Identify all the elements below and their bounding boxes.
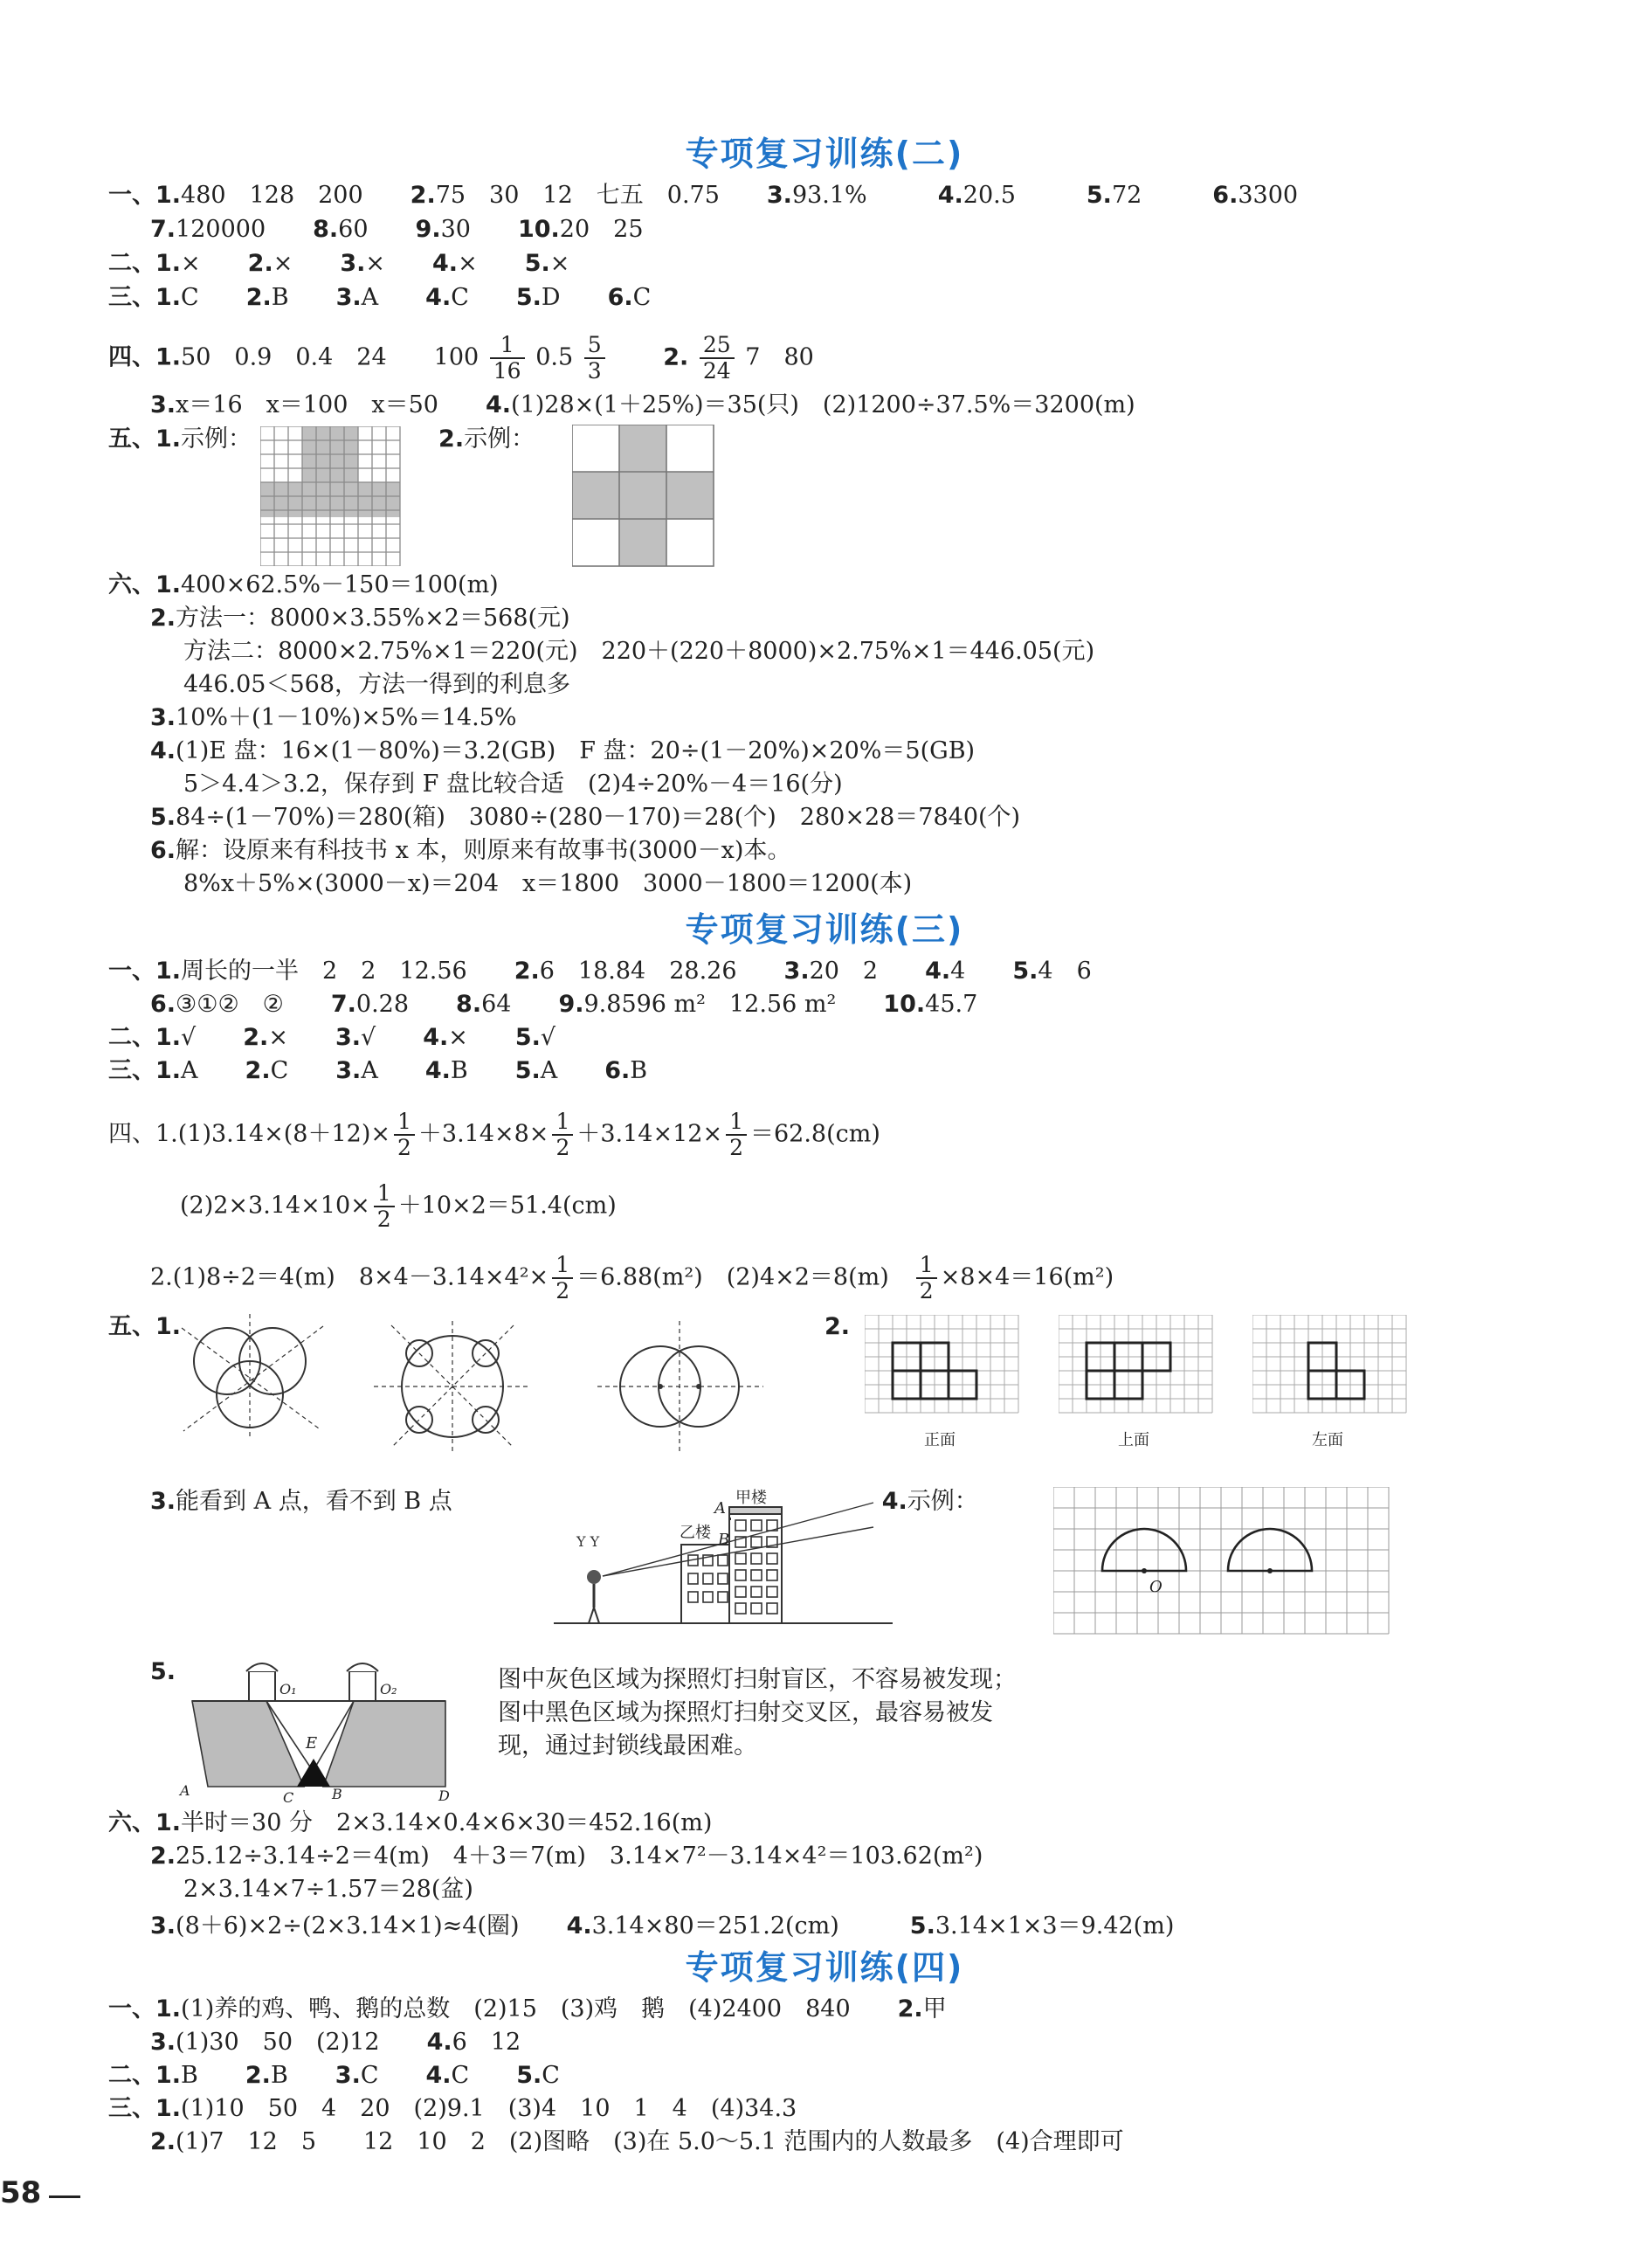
denominator: 2 <box>397 1135 411 1160</box>
question-number: 1. <box>155 1995 182 2023</box>
question-number: 1. <box>155 571 182 598</box>
answer-text: 30 <box>440 216 518 243</box>
answer-text: D <box>541 284 608 311</box>
question-number: 二、 <box>108 2062 155 2089</box>
question-number: 二、 <box>108 250 155 277</box>
answer-text: C <box>542 2062 560 2089</box>
answer-line <box>108 955 1092 988</box>
answer-text: B <box>270 2062 335 2089</box>
question-number: 3. <box>335 1057 362 1084</box>
denominator: 2 <box>555 1135 570 1160</box>
answer-text: A <box>361 1057 425 1084</box>
answer-text: 示例： <box>907 1488 978 1515</box>
answer-line <box>108 2059 560 2092</box>
question-number: 3. <box>150 1488 176 1515</box>
page-number: 58 <box>0 2175 42 2210</box>
qnum: 5. <box>150 1658 176 1685</box>
label-b: B <box>718 1531 730 1549</box>
answer-line <box>108 1807 712 1840</box>
caption-top: 上面 <box>1118 1431 1149 1449</box>
answer-text: 20.5 <box>962 182 1087 209</box>
answer-text: 甲 <box>922 1995 947 2023</box>
answer-text: 8%x＋5%×(3000－x)＝204 x＝1800 3000－1800＝1200(本) <box>183 870 913 897</box>
answer-text: 72 <box>1111 182 1213 209</box>
question-number: 5. <box>515 284 542 311</box>
question-number: 1. <box>155 1057 182 1084</box>
question-number: 2. <box>410 182 436 209</box>
fraction-half <box>552 1253 573 1303</box>
answer-text: 75 30 12 七五 0.75 <box>435 182 767 209</box>
answer-text: A <box>361 284 426 311</box>
answer-text: 2×3.14×7÷1.57＝28(盆) <box>183 1876 473 1903</box>
answer-text: B <box>450 1057 515 1084</box>
answer-text: C <box>451 2062 517 2089</box>
question-number: 4. <box>937 182 963 209</box>
question-number: 7. <box>150 216 176 243</box>
top-view-grid <box>1059 1315 1225 1420</box>
fraction <box>490 333 525 384</box>
semicircle-grid <box>1053 1487 1399 1653</box>
label-a2: A <box>180 1782 190 1799</box>
answer-text: 84÷(1－70%)＝280(箱) 3080÷(280－170)＝28(个) 280×28＝7840(个) <box>176 804 1021 831</box>
answer-line <box>108 179 1298 212</box>
label-b2: B <box>332 1786 342 1802</box>
answer-text: × <box>181 250 248 277</box>
question-number: 6. <box>607 284 633 311</box>
qnum: 2. <box>663 343 689 371</box>
label-d: D <box>438 1787 450 1804</box>
label-o: O <box>1149 1578 1163 1596</box>
answer-line <box>150 2126 1124 2159</box>
label-jia: 甲楼 <box>735 1489 767 1507</box>
answer-line <box>150 834 790 868</box>
question-number: 5. <box>1086 182 1112 209</box>
question-number: 10. <box>883 991 926 1018</box>
question-number: 3. <box>150 1912 176 1940</box>
expr: ＋10×2＝51.4(cm) <box>397 1192 617 1220</box>
label: 四、 <box>108 343 155 371</box>
answer-text: 120000 <box>176 216 314 243</box>
question-number: 三、 <box>108 1057 155 1084</box>
answer-text: 半时＝30 分 2×3.14×0.4×6×30＝452.16(m) <box>181 1809 713 1836</box>
numerator: 1 <box>490 333 525 359</box>
answer-text: 25.12÷3.14÷2＝4(m) 4＋3＝7(m) 3.14×7²－3.14×4²＝103.62(m²) <box>176 1843 983 1870</box>
answer-line <box>150 1840 983 1873</box>
answer-text: 示例： <box>464 425 535 453</box>
question-number: 2. <box>150 605 176 632</box>
question-number: 5. <box>909 1912 935 1940</box>
qnum: 1. <box>155 343 182 371</box>
answer-text: C <box>360 2062 426 2089</box>
question-number: 8. <box>313 216 339 243</box>
question-number: 六、 <box>108 1809 155 1836</box>
section-2-fraction-line <box>108 333 814 384</box>
answer-text: 93.1% <box>791 182 938 209</box>
answer-line <box>150 801 1020 834</box>
answer: 0.5 <box>535 343 574 371</box>
answer-line <box>108 247 569 280</box>
answer-line <box>150 702 517 735</box>
question-number: 4. <box>881 1488 907 1515</box>
label-yi: 乙楼 <box>680 1524 711 1542</box>
answer-line <box>108 2092 797 2126</box>
question-number: 一、 <box>108 1995 155 2023</box>
section-title-3: 专项复习训练(三) <box>685 910 964 949</box>
answer-line <box>183 868 912 901</box>
answer-text: 20 2 <box>809 958 926 985</box>
question-number: 2. <box>514 958 540 985</box>
svg-text:Y Y: Y Y <box>576 1533 600 1550</box>
buildings-sightline-figure <box>550 1485 900 1629</box>
fraction <box>700 333 735 384</box>
fraction-half <box>394 1110 415 1160</box>
section-title-4: 专项复习训练(四) <box>685 1948 964 1987</box>
answer-line <box>108 1054 647 1088</box>
question-number: 6. <box>604 1057 631 1084</box>
answer-text: (1)7 12 5 12 10 2 (2)图略 (3)在 5.0～5.1 范围内的人数最多 (4)合理即可 <box>176 2128 1124 2155</box>
front-view-grid <box>865 1315 1031 1420</box>
label-c: C <box>283 1789 294 1806</box>
question-number: 3. <box>340 250 366 277</box>
expr: ＋3.14×12× <box>576 1120 723 1148</box>
answer-text: 60 <box>338 216 416 243</box>
label: 五、1. <box>108 1313 182 1340</box>
answer-text: 3.14×80＝251.2(cm) <box>591 1912 910 1940</box>
answer: 7 80 <box>745 343 814 371</box>
answer-text: 9.8596 m² 12.56 m² <box>583 991 884 1018</box>
caption-left: 左面 <box>1312 1431 1343 1449</box>
caption-front: 正面 <box>924 1431 956 1449</box>
question-number: 4. <box>425 2062 452 2089</box>
answer-line <box>183 635 1094 668</box>
answer-text: B <box>181 2062 245 2089</box>
section-3-five-label <box>108 1310 181 1344</box>
q5-text-2: 图中黑色区域为探照灯扫射交叉区，最容易被发 <box>498 1699 993 1726</box>
question-number: 2. <box>243 1024 269 1051</box>
answer-text: 6 18.84 28.26 <box>539 958 784 985</box>
question-number: 5. <box>516 2062 542 2089</box>
four-circles-figure <box>374 1321 531 1452</box>
expr: ＝62.8(cm) <box>749 1120 880 1148</box>
question-number: 6. <box>1212 182 1238 209</box>
denominator: 2 <box>919 1278 934 1303</box>
answer-text: 480 128 200 <box>181 182 411 209</box>
numerator: 1 <box>552 1110 573 1136</box>
answer-text: 解：设原来有科技书 x 本，则原来有故事书(3000－x)本。 <box>176 837 791 864</box>
cross-shape-grid-1 <box>260 426 405 566</box>
answer-text: 5＞4.4＞3.2，保存到 F 盘比较合适 (2)4÷20%－4＝16(分) <box>183 771 843 798</box>
question-number: 4. <box>432 250 459 277</box>
question-number: 4. <box>150 737 176 764</box>
question-number: 三、 <box>108 284 155 311</box>
q5-text-3: 现，通过封锁线最困难。 <box>498 1732 757 1760</box>
question-number: 1. <box>155 250 182 277</box>
question-number: 4. <box>424 1057 451 1084</box>
page-number-rule <box>49 2195 80 2198</box>
question-number: 六、 <box>108 571 155 598</box>
question-number: 4. <box>423 1024 449 1051</box>
left-view-grid <box>1252 1315 1418 1420</box>
question-number: 5. <box>1012 958 1038 985</box>
numerator: 5 <box>584 333 605 359</box>
question-number: 1. <box>155 425 182 453</box>
answer-text: 10%＋(1－10%)×5%＝14.5% <box>176 704 517 731</box>
question-number: 10. <box>517 216 560 243</box>
answer-text: × <box>549 250 570 277</box>
question-number: 2. <box>897 1995 923 2023</box>
label-o1: O₁ <box>279 1681 297 1698</box>
expr: 2.(1)8÷2＝4(m) 8×4－3.14×4²× <box>150 1263 549 1291</box>
answer-line <box>150 2026 521 2059</box>
section-3-frac-line-2 <box>180 1181 617 1232</box>
question-number: 3. <box>150 391 176 418</box>
question-number: 4. <box>925 958 951 985</box>
numerator: 1 <box>916 1253 937 1279</box>
answer-text: x＝16 x＝100 x＝50 <box>176 391 486 418</box>
answer-text: √ <box>360 1024 424 1051</box>
answer-text: A <box>181 1057 245 1084</box>
answer-text: (8＋6)×2÷(2×3.14×1)≈4(圈) <box>176 1912 567 1940</box>
answer-line <box>150 602 570 635</box>
question-number: 2. <box>438 425 465 453</box>
answer-text: 6 12 <box>452 2029 521 2056</box>
question-number: 4. <box>566 1912 592 1940</box>
question-number: 2. <box>245 1057 271 1084</box>
question-number: 5. <box>150 804 176 831</box>
qnum: 2. <box>824 1313 851 1340</box>
answer-line <box>150 1910 1174 1943</box>
answer-text: 20 25 <box>559 216 644 243</box>
three-circles-figure <box>175 1310 332 1442</box>
label-e: E <box>306 1734 318 1753</box>
question-number: 3. <box>335 284 362 311</box>
answer-text: 方法一：8000×3.55%×2＝568(元) <box>176 605 570 632</box>
question-number: 6. <box>150 991 176 1018</box>
denominator: 2 <box>729 1135 743 1160</box>
answer-line <box>108 1021 555 1054</box>
answer-text: 4 6 <box>1038 958 1092 985</box>
answer-text: 示例： <box>181 425 252 453</box>
question-number: 9. <box>558 991 584 1018</box>
question-number: 三、 <box>108 2095 155 2122</box>
answer-text: C <box>451 284 516 311</box>
section-title-2: 专项复习训练(二) <box>685 135 964 173</box>
answer: 50 0.9 0.4 24 100 <box>181 343 480 371</box>
numerator: 1 <box>552 1253 573 1279</box>
question-number: 2. <box>150 2128 176 2155</box>
answer-text: × <box>273 250 341 277</box>
answer-text: 3.14×1×3＝9.42(m) <box>935 1912 1175 1940</box>
question-number: 3. <box>335 1024 361 1051</box>
question-number: 3. <box>150 704 176 731</box>
answer-text: 4 <box>950 958 1013 985</box>
answer-line <box>108 1993 947 2026</box>
question-number: 3. <box>335 2062 361 2089</box>
denominator: 2 <box>376 1207 391 1232</box>
expr: (2)2×3.14×10× <box>180 1192 370 1220</box>
fraction <box>584 333 605 384</box>
question-number: 4. <box>426 2029 452 2056</box>
answer-text: A <box>540 1057 605 1084</box>
answer-line <box>183 768 843 801</box>
expr: 四、1.(1)3.14×(8＋12)× <box>108 1120 390 1148</box>
question-number: 4. <box>485 391 512 418</box>
answer-line <box>183 1873 473 1906</box>
question-number: 5. <box>524 250 550 277</box>
answer-text: 45.7 <box>925 991 978 1018</box>
numerator: 1 <box>726 1110 747 1136</box>
answer-text: √ <box>181 1024 244 1051</box>
label-a: A <box>714 1499 726 1518</box>
question-number: 五、 <box>108 425 155 453</box>
answer-line <box>108 281 651 315</box>
question-number: 2. <box>150 1843 176 1870</box>
expr: ＝6.88(m²) (2)4×2＝8(m) <box>576 1263 913 1291</box>
answer-text: B <box>271 284 336 311</box>
cross-shape-grid-2 <box>572 425 719 570</box>
answer-text: 64 <box>481 991 559 1018</box>
question-number: 1. <box>155 2095 182 2122</box>
answer-text: C <box>181 284 246 311</box>
question-number: 3. <box>150 2029 176 2056</box>
answer-text: C <box>270 1057 336 1084</box>
question-number: 1. <box>155 1809 182 1836</box>
question-number: 3. <box>783 958 810 985</box>
denominator: 16 <box>493 358 521 384</box>
section-3-frac-line-1 <box>108 1110 880 1160</box>
answer-text: 周长的一半 2 2 12.56 <box>181 958 514 985</box>
section-3-five-q2 <box>824 1310 850 1344</box>
question-number: 1. <box>155 1024 182 1051</box>
question-number: 2. <box>245 2062 271 2089</box>
question-number: 2. <box>245 284 272 311</box>
answer-text: × <box>458 250 525 277</box>
label-o2: O₂ <box>380 1681 397 1698</box>
question-number: 一、 <box>108 958 155 985</box>
question-number: 3. <box>766 182 792 209</box>
answer-text: 方法二：8000×2.75%×1＝220(元) 220＋(220＋8000)×2.75%×1＝446.05(元) <box>183 638 1095 665</box>
section-3-frac-line-3 <box>150 1253 1114 1303</box>
question-number: 5. <box>514 1057 541 1084</box>
question-number: 8. <box>456 991 482 1018</box>
answer-text: 3300 <box>1238 182 1299 209</box>
answer-text: 0.28 <box>355 991 457 1018</box>
answer-text: √ <box>540 1024 556 1051</box>
answer-text: × <box>448 1024 515 1051</box>
answer-line <box>150 389 1135 422</box>
question-number: 7. <box>330 991 356 1018</box>
question-number: 2. <box>247 250 273 277</box>
answer-line <box>150 735 975 768</box>
answer-text: 400×62.5%－150＝100(m) <box>181 571 499 598</box>
answer-line <box>150 988 977 1021</box>
question-number: 二、 <box>108 1024 155 1051</box>
answer-text: (1)30 50 (2)12 <box>176 2029 427 2056</box>
answer-line <box>150 213 644 246</box>
question-number: 5. <box>514 1024 541 1051</box>
fraction-half <box>916 1253 937 1303</box>
answer-line <box>183 668 570 702</box>
fraction-half <box>552 1110 573 1160</box>
answer-text: (1)10 50 4 20 (2)9.1 (3)4 10 1 4 (4)34.3 <box>181 2095 797 2122</box>
answer-text: × <box>268 1024 335 1051</box>
expr: ×8×4＝16(m²) <box>940 1263 1114 1291</box>
numerator: 1 <box>394 1110 415 1136</box>
answer-line <box>108 569 499 602</box>
answer-text: 446.05＜568，方法一得到的利息多 <box>183 671 571 698</box>
answer-text: (1)养的鸡、鸭、鹅的总数 (2)15 (3)鸡 鹅 (4)2400 840 <box>181 1995 898 2023</box>
expr: ＋3.14×8× <box>417 1120 549 1148</box>
answer-text: (1)E 盘：16×(1－80%)＝3.2(GB) F 盘：20÷(1－20%)×20%＝5(GB) <box>176 737 976 764</box>
question-number: 6. <box>150 837 176 864</box>
question-number: 1. <box>155 182 182 209</box>
numerator: 1 <box>374 1181 395 1207</box>
question-number: 1. <box>155 958 182 985</box>
denominator: 2 <box>555 1278 570 1303</box>
question-number: 1. <box>155 284 182 311</box>
question-number: 一、 <box>108 182 155 209</box>
denominator: 3 <box>587 358 602 384</box>
searchlight-figure <box>175 1656 463 1808</box>
section-3-q5-label <box>150 1656 176 1689</box>
answer-text: C <box>632 284 652 311</box>
answer-text: B <box>630 1057 648 1084</box>
question-number: 4. <box>425 284 452 311</box>
fraction-half <box>374 1181 395 1232</box>
denominator: 24 <box>702 358 731 384</box>
question-number: 9. <box>415 216 441 243</box>
two-circles-figure <box>597 1321 763 1452</box>
numerator: 25 <box>700 333 735 359</box>
question-number: 1. <box>155 2062 182 2089</box>
q5-text-1: 图中灰色区域为探照灯扫射盲区，不容易被发现； <box>498 1666 1017 1693</box>
answer-text: (1)28×(1＋25%)＝35(只) (2)1200÷37.5%＝3200(m) <box>511 391 1135 418</box>
answer-text: ③①② ② <box>176 991 331 1018</box>
fraction-half <box>726 1110 747 1160</box>
answer-text: × <box>365 250 433 277</box>
answer-text: 能看到 A 点，看不到 B 点 <box>176 1488 452 1515</box>
